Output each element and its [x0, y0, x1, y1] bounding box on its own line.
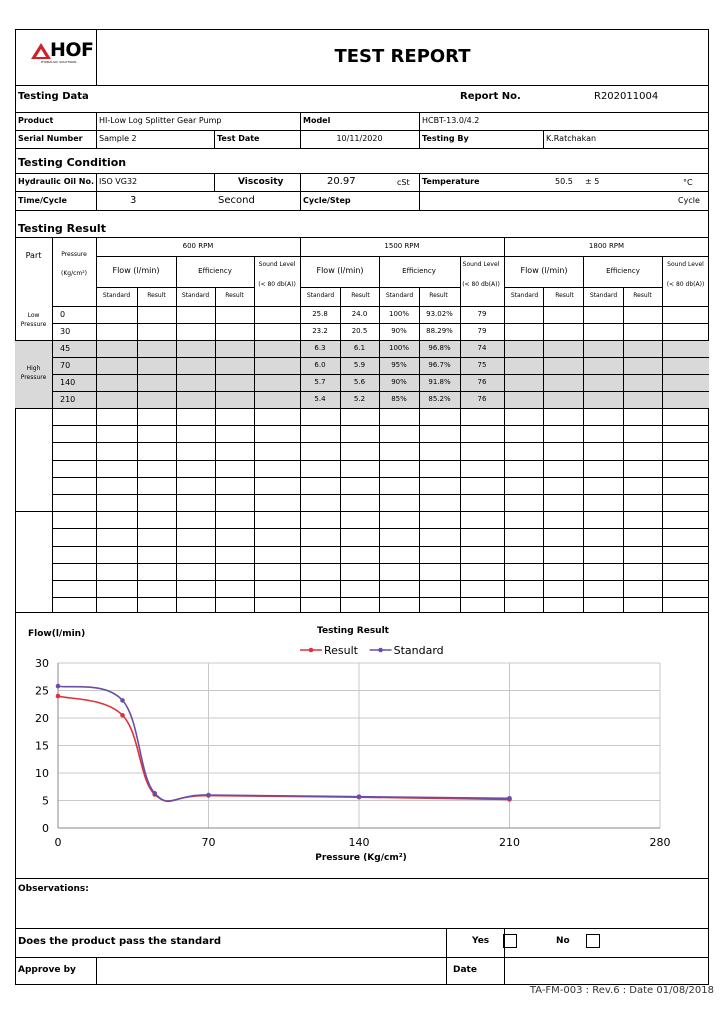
result-header: Result [351, 292, 370, 299]
sound-limit-header: (< 80 db(A)) [258, 281, 296, 288]
table-line [379, 256, 380, 612]
table-line [52, 306, 709, 307]
table-line [543, 287, 544, 612]
pass-question: Does the product pass the standard [18, 936, 222, 947]
test-date-label: Test Date [217, 134, 260, 143]
pressure-cell: 45 [60, 344, 71, 353]
table-line [52, 460, 709, 461]
efficiency-header: Efficiency [402, 267, 436, 275]
table-line [15, 408, 709, 409]
standard-header: Standard [589, 292, 618, 299]
table-line [52, 237, 53, 612]
data-point-result [120, 713, 125, 718]
data-point-standard [507, 796, 512, 801]
table-cell: 5.9 [353, 361, 366, 369]
table-cell: 23.2 [312, 327, 328, 335]
rpm-header: 1800 RPM [588, 242, 625, 250]
product-label: Product [18, 116, 54, 125]
table-line [52, 494, 709, 495]
table-cell: 85% [391, 395, 407, 403]
table-cell: 85.2% [428, 395, 451, 403]
standard-header: Standard [306, 292, 335, 299]
section-testing-result: Testing Result [18, 222, 106, 235]
model-label: Model [303, 116, 331, 125]
x-tick-label: 210 [499, 836, 520, 849]
time-cycle-value: 3 [130, 195, 137, 206]
report-no-value: R202011004 [594, 91, 659, 102]
rpm-header: 1500 RPM [384, 242, 420, 250]
pressure-cell: 30 [60, 327, 71, 336]
pressure-cell: 70 [60, 361, 71, 370]
temperature-value: 50.5 [555, 177, 573, 186]
table-cell: 76 [477, 395, 487, 403]
yes-label: Yes [472, 936, 490, 946]
report-no-label: Report No. [460, 91, 521, 102]
flow-header: Flow (l/min) [520, 266, 568, 275]
table-cell: 20.5 [351, 327, 368, 335]
low-pressure-label: Pressure [20, 321, 47, 328]
chart-xlabel: Pressure (Kg/cm²) [315, 853, 407, 863]
table-line [254, 256, 255, 612]
table-line [215, 287, 216, 612]
table-cell: 79 [477, 310, 487, 318]
table-cell: 79 [477, 327, 487, 335]
temperature-label: Temperature [422, 177, 480, 186]
table-line [52, 597, 709, 598]
table-line [52, 477, 709, 478]
y-tick-label: 30 [35, 657, 49, 670]
cycle-step-label: Cycle/Step [303, 196, 351, 205]
time-cycle-label: Time/Cycle [18, 196, 67, 205]
table-line [340, 287, 341, 612]
pressure-cell: 0 [60, 310, 66, 319]
result-header: Result [555, 292, 574, 299]
testing-by-value: K.Ratchakan [546, 134, 597, 143]
pressure-unit-header: (Kg/cm²) [61, 270, 87, 277]
pressure-cell: 210 [60, 395, 76, 404]
rpm-header: 600 RPM [182, 242, 214, 250]
data-point-standard [152, 791, 157, 796]
testing-by-label: Testing By [422, 134, 469, 143]
table-cell: 93.02% [426, 310, 453, 318]
table-cell: 76 [477, 378, 487, 386]
model-value: HCBT-13.0/4.2 [422, 116, 480, 125]
data-point-standard [206, 793, 211, 798]
table-line [15, 340, 709, 341]
efficiency-header: Efficiency [198, 267, 232, 275]
sound-level-header: Sound Level [667, 261, 704, 268]
data-point-result [56, 694, 61, 699]
series-line-standard [58, 686, 510, 801]
table-cell: 88.29% [426, 327, 453, 335]
viscosity-value: 20.97 [327, 176, 356, 187]
table-cell: 6.0 [314, 361, 326, 369]
table-cell: 6.3 [314, 344, 326, 352]
flow-chart [0, 612, 723, 882]
table-line [176, 256, 177, 612]
result-header: Result [633, 292, 652, 299]
legend-marker [309, 648, 314, 653]
no-label: No [556, 936, 570, 946]
temperature-unit: °C [683, 178, 693, 187]
viscosity-label: Viscosity [238, 177, 284, 187]
temperature-tolerance: ± 5 [585, 177, 600, 186]
table-cell: 5.7 [314, 378, 326, 386]
section-testing-condition: Testing Condition [18, 156, 127, 169]
y-tick-label: 0 [42, 822, 49, 835]
table-line [583, 256, 584, 612]
table-line [52, 323, 709, 324]
table-line [52, 374, 709, 375]
result-header: Result [429, 292, 448, 299]
observations-label: Observations: [18, 884, 89, 894]
table-line [52, 528, 709, 529]
no-checkbox[interactable] [586, 934, 600, 948]
standard-header: Standard [510, 292, 539, 299]
standard-header: Standard [102, 292, 131, 299]
legend-label: Standard [393, 644, 444, 657]
table-cell: 5.4 [314, 395, 326, 403]
table-cell: 91.8% [428, 378, 451, 386]
result-header: Result [147, 292, 166, 299]
result-header: Result [225, 292, 244, 299]
table-cell: 90% [391, 327, 407, 335]
table-cell: 90% [391, 378, 407, 386]
standard-header: Standard [385, 292, 414, 299]
table-line [52, 425, 709, 426]
table-line [52, 580, 709, 581]
chart-ylabel: Flow(l/min) [28, 629, 86, 639]
table-line [662, 256, 663, 612]
table-line [623, 287, 624, 612]
table-cell: 6.1 [353, 344, 366, 352]
table-cell: 96.7% [428, 361, 451, 369]
form-code: TA-FM-003 : Rev.6 : Date 01/08/2018 [529, 985, 714, 996]
x-tick-label: 70 [201, 836, 216, 849]
x-tick-label: 140 [348, 836, 370, 849]
sound-level-header: Sound Level [462, 261, 500, 268]
serial-label: Serial Number [18, 134, 83, 143]
table-cell: 24.0 [351, 310, 368, 318]
table-line [460, 256, 461, 612]
low-pressure-label: Low [27, 312, 40, 319]
chart-title: Testing Result [317, 626, 389, 636]
table-cell: 96.8% [428, 344, 451, 352]
table-line [96, 256, 709, 257]
standard-header: Standard [181, 292, 210, 299]
logo [30, 39, 94, 68]
table-cell: 25.8 [312, 310, 328, 318]
table-line [52, 563, 709, 564]
data-point-standard [357, 794, 362, 799]
sound-limit-header: (< 80 db(A)) [462, 281, 500, 288]
table-cell: 5.2 [353, 395, 366, 403]
table-cell: 75 [477, 361, 487, 369]
table-cell: 74 [477, 344, 487, 352]
table-line [52, 442, 709, 443]
legend-label: Result [324, 644, 358, 657]
pressure-cell: 140 [60, 378, 76, 387]
flow-header: Flow (l/min) [112, 266, 160, 275]
test-date-value: 10/11/2020 [336, 134, 383, 143]
sound-limit-header: (< 80 db(A)) [666, 281, 705, 288]
legend-marker [378, 648, 383, 653]
table-cell: 5.6 [353, 378, 366, 386]
logo-text: HOF [50, 39, 94, 61]
high-pressure-label: High [26, 365, 41, 372]
logo-triangle-icon [30, 42, 52, 60]
efficiency-header: Efficiency [606, 267, 640, 275]
approve-label: Approve by [18, 965, 76, 975]
high-pressure-label: Pressure [20, 374, 47, 381]
viscosity-unit: cSt [397, 178, 410, 187]
flow-header: Flow (l/min) [316, 266, 364, 275]
oil-label: Hydraulic Oil No. [18, 177, 94, 186]
y-tick-label: 20 [35, 712, 49, 725]
cycle-step-unit: Cycle [678, 196, 700, 205]
time-cycle-unit: Second [218, 195, 255, 206]
x-tick-label: 280 [649, 836, 671, 849]
oil-value: ISO VG32 [99, 177, 138, 186]
sound-level-header: Sound Level [258, 261, 296, 268]
logo-subtitle: HYDRAULIC SOLUTIONS [41, 60, 77, 64]
table-line [52, 357, 709, 358]
x-tick-label: 0 [54, 836, 62, 849]
product-value: HI-Low Log Splitter Gear Pump [99, 116, 222, 125]
table-line [52, 391, 709, 392]
table-line [137, 287, 138, 612]
serial-value: Sample 2 [99, 134, 137, 143]
table-line [96, 287, 254, 288]
y-tick-label: 25 [35, 684, 49, 698]
y-tick-label: 15 [35, 739, 49, 753]
table-line [15, 511, 709, 512]
yes-checkbox[interactable] [503, 934, 517, 948]
y-tick-label: 5 [42, 794, 49, 808]
data-point-standard [120, 698, 125, 703]
table-line [52, 546, 709, 547]
page-title: TEST REPORT [334, 46, 471, 67]
y-tick-label: 10 [35, 767, 49, 780]
table-cell: 95% [391, 361, 407, 369]
section-testing-data: Testing Data [18, 91, 89, 102]
series-line-result [58, 696, 510, 801]
table-cell: 100% [388, 344, 409, 352]
date-label: Date [453, 965, 477, 975]
data-point-standard [56, 684, 61, 689]
table-cell: 100% [388, 310, 409, 318]
table-line [419, 287, 420, 612]
pressure-header: Pressure [61, 251, 87, 258]
part-header: Part [25, 251, 42, 260]
